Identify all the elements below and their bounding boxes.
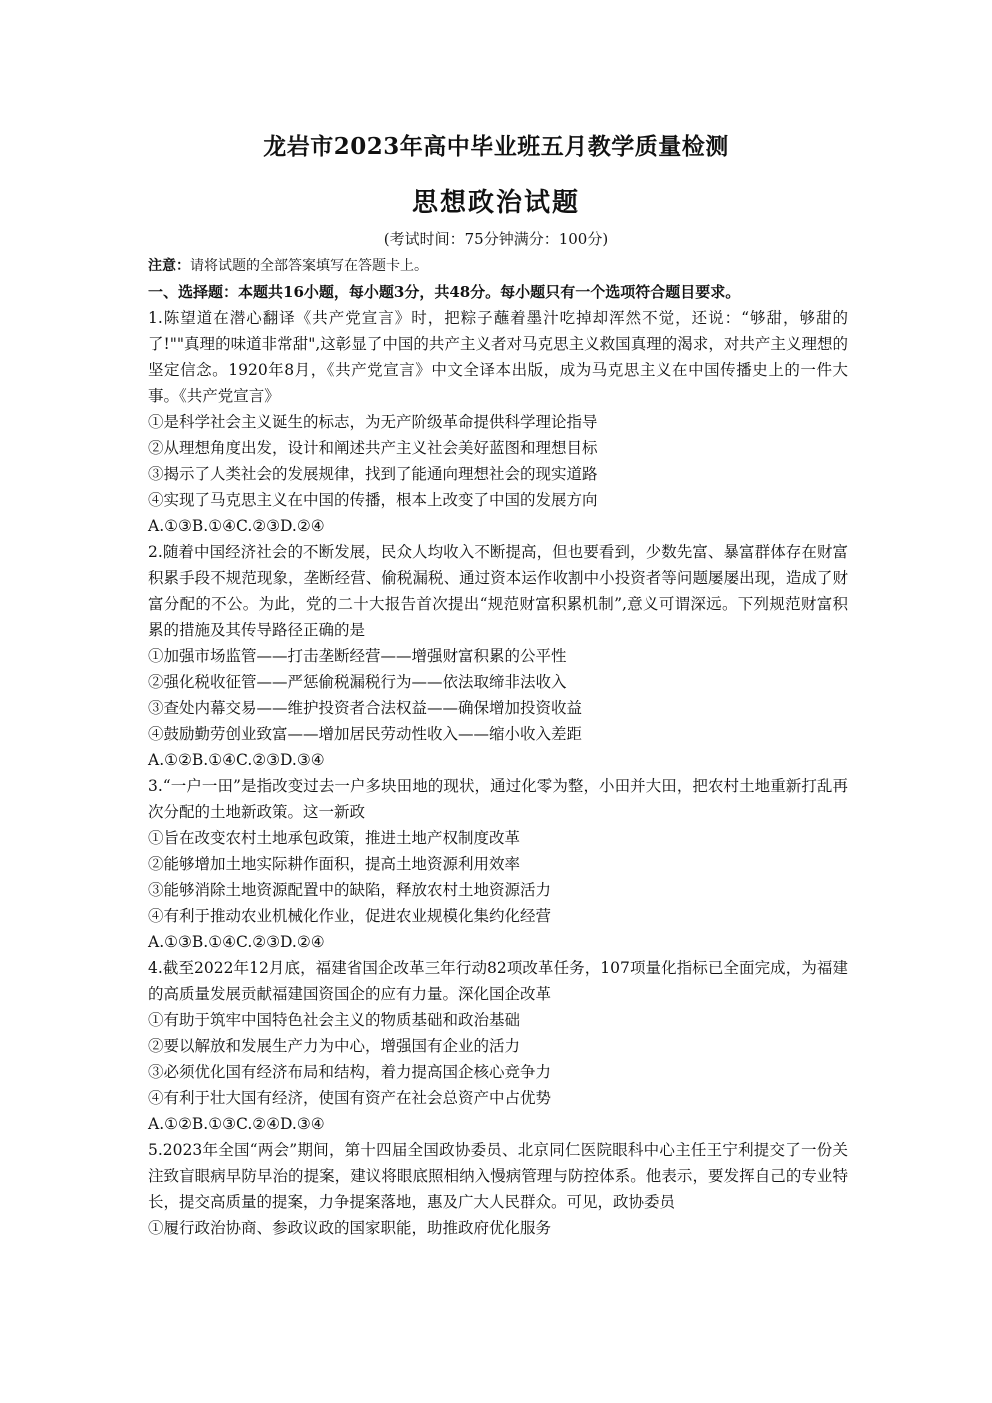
question-stem: 3.“一户一田”是指改变过去一户多块田地的现状，通过化零为整，小田并大田，把农村土地重新打乱再次分配的土地新政策。这一新政 — [148, 777, 848, 821]
question-3 — [148, 773, 848, 955]
option-2: ②从理想角度出发，设计和阐述共产主义社会美好蓝图和理想目标 — [148, 439, 598, 457]
option-4: ④有利于壮大国有经济，使国有资产在社会总资产中占优势 — [148, 1089, 552, 1107]
option-4: ④实现了马克思主义在中国的传播，根本上改变了中国的发展方向 — [148, 491, 598, 509]
option-3: ③揭示了人类社会的发展规律，找到了能通向理想社会的现实道路 — [148, 465, 598, 483]
option-4: ④有利于推动农业机械化作业，促进农业规模化集约化经营 — [148, 907, 552, 925]
option-2: ②要以解放和发展生产力为中心，增强国有企业的活力 — [148, 1037, 521, 1055]
notice-label: 注意： — [148, 258, 190, 274]
option-1: ①加强市场监管——打击垄断经营——增强财富积累的公平性 — [148, 647, 567, 665]
question-stem: 2.随着中国经济社会的不断发展，民众人均收入不断提高，但也要看到，少数先富、暴富群体存在财富积累手段不规范现象，垄断经营、偷税漏税、通过资本运作收割中小投资者等问题屡屡出现，造成了财富分配的不公。为此，党的二十大报告首次提出“规范财富积累机制”,意义可谓深远。下列规范财富积累的措施及其传导路径正确的是 — [148, 543, 848, 639]
question-1 — [148, 305, 848, 539]
answer-choices: A.①②B.①③C.②④D.③④ — [148, 1115, 325, 1133]
option-1: ①旨在改变农村土地承包政策，推进土地产权制度改革 — [148, 829, 521, 847]
question-stem: 1.陈望道在潜心翻译《共产党宣言》时，把粽子蘸着墨汁吃掉却浑然不觉，还说：“够甜，够甜的了!""真理的味道非常甜",这彰显了中国的共产主义者对马克思主义救国真理的渴求，对共产主义理想的坚定信念。1920年8月，《共产党宣言》中文全译本出版，成为马克思主义在中国传播史上的一件大事。《共产党宣言》 — [148, 309, 848, 405]
exam-info: (考试时间：75分钟满分：100分) — [383, 230, 609, 248]
option-3: ③必须优化国有经济布局和结构，着力提高国企核心竞争力 — [148, 1063, 552, 1081]
option-2: ②强化税收征管——严惩偷税漏税行为——依法取缔非法收入 — [148, 673, 567, 691]
question-5 — [148, 1137, 848, 1241]
answer-choices: A.①③B.①④C.②③D.②④ — [148, 517, 325, 535]
exam-title: 龙岩市2023年高中毕业班五月教学质量检测 — [263, 133, 729, 160]
option-3: ③查处内幕交易——维护投资者合法权益——确保增加投资收益 — [148, 699, 583, 717]
option-2: ②能够增加土地实际耕作面积，提高土地资源利用效率 — [148, 855, 521, 873]
notice-text: 请将试题的全部答案填写在答题卡上。 — [190, 258, 428, 274]
section-heading: 一、选择题：本题共16小题，每小题3分，共48分。每小题只有一个选项符合题目要求。 — [148, 283, 741, 301]
question-stem: 4.截至2022年12月底，福建省国企改革三年行动82项改革任务，107项量化指标已全面完成，为福建的高质量发展贡献福建国资国企的应有力量。深化国企改革 — [148, 959, 848, 1003]
exam-content — [148, 253, 848, 1241]
option-1: ①是科学社会主义诞生的标志，为无产阶级革命提供科学理论指导 — [148, 413, 598, 431]
notice — [148, 253, 848, 279]
question-2 — [148, 539, 848, 773]
option-1: ①履行政治协商、参政议政的国家职能，助推政府优化服务 — [148, 1219, 552, 1237]
option-3: ③能够消除土地资源配置中的缺陷，释放农村土地资源活力 — [148, 881, 552, 899]
answer-choices: A.①②B.①④C.②③D.③④ — [148, 751, 325, 769]
option-1: ①有助于筑牢中国特色社会主义的物质基础和政治基础 — [148, 1011, 521, 1029]
question-4 — [148, 955, 848, 1137]
option-4: ④鼓励勤劳创业致富——增加居民劳动性收入——缩小收入差距 — [148, 725, 583, 743]
question-stem: 5.2023年全国“两会”期间，第十四届全国政协委员、北京同仁医院眼科中心主任王宁利提交了一份关注致盲眼病早防早治的提案，建议将眼底照相纳入慢病管理与防控体系。他表示，要发挥自己的专业特长，提交高质量的提案，力争提案落地，惠及广大人民群众。可见，政协委员 — [148, 1141, 848, 1211]
subject-title: 思想政治试题 — [411, 188, 580, 218]
answer-choices: A.①③B.①④C.②③D.②④ — [148, 933, 325, 951]
